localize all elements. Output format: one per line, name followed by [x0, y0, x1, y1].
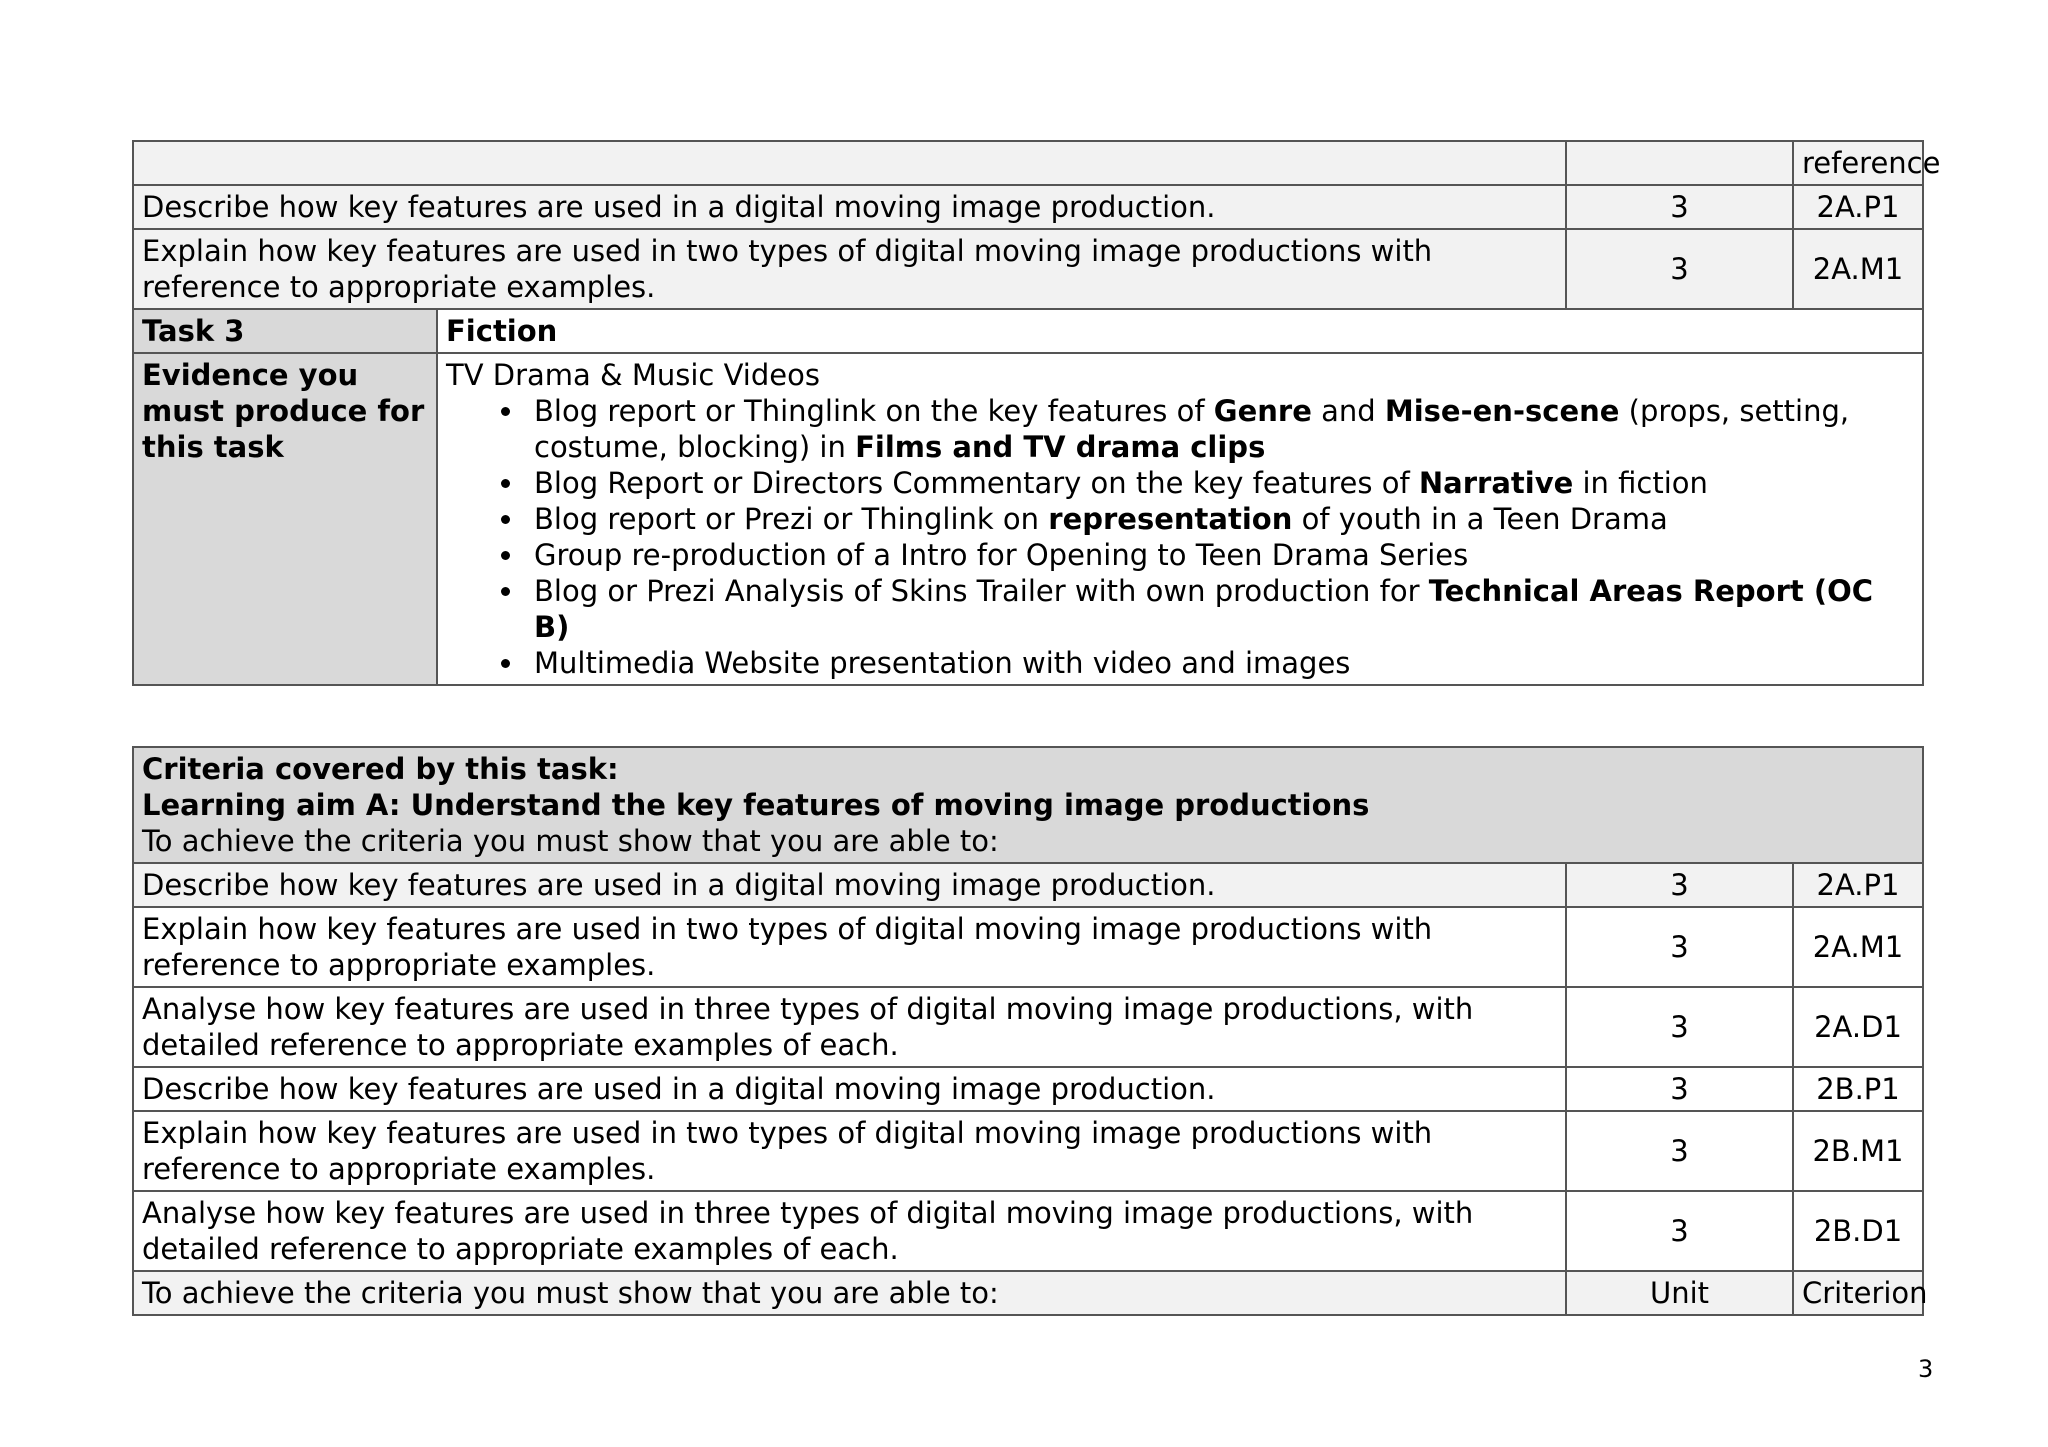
evidence-list-item	[526, 465, 1914, 501]
bold-text: Narrative	[1418, 466, 1574, 500]
criterion-cell: Analyse how key features are used in three types of digital moving image productions, with detailed reference to appropriate examples of each.	[133, 987, 1566, 1067]
table-row	[133, 1111, 1923, 1191]
criteria-table-top	[132, 140, 1941, 686]
reference-cell: 2A.M1	[1793, 229, 1923, 309]
reference-cell: 2A.P1	[1793, 863, 1923, 907]
evidence-label: Evidence you must produce for this task	[133, 353, 437, 685]
table-row	[133, 907, 1923, 987]
evidence-list-item	[526, 573, 1914, 645]
unit-cell: 3	[1566, 907, 1793, 987]
criteria-table-bottom	[132, 746, 1928, 1316]
evidence-list-item	[526, 645, 1914, 681]
criterion-cell: Explain how key features are used in two types of digital moving image productions with reference to appropriate examples.	[133, 229, 1566, 309]
criteria-heading	[133, 747, 1923, 863]
evidence-content	[437, 353, 1923, 685]
table-header-row	[133, 141, 1923, 185]
text: Blog or Prezi Analysis of Skins Trailer with own production for	[534, 574, 1429, 608]
reference-cell: 2B.M1	[1793, 1111, 1923, 1191]
criterion-cell: Explain how key features are used in two types of digital moving image productions with reference to appropriate examples.	[133, 907, 1566, 987]
table-row	[133, 229, 1923, 309]
evidence-list	[446, 393, 1914, 681]
unit-cell: 3	[1566, 1111, 1793, 1191]
reference-cell: 2A.M1	[1793, 907, 1923, 987]
unit-cell: 3	[1566, 987, 1793, 1067]
text: Blog report or Thinglink on the key features of	[534, 394, 1214, 428]
text: Blog Report or Directors Commentary on the key features of	[534, 466, 1419, 500]
footer-unit-cell: Unit	[1566, 1271, 1793, 1315]
criterion-cell: Describe how key features are used in a digital moving image production.	[133, 185, 1566, 229]
text: (props, setting, costume, blocking) in	[534, 394, 1850, 464]
evidence-list-item	[526, 537, 1914, 573]
table-footer-row	[133, 1271, 1923, 1315]
header-cell-unit	[1566, 141, 1793, 185]
text: in fiction	[1573, 466, 1708, 500]
reference-cell: 2A.P1	[1793, 185, 1923, 229]
table-row	[133, 185, 1923, 229]
reference-cell: 2B.P1	[1793, 1067, 1923, 1111]
bold-text: Films and TV drama clips	[855, 430, 1266, 464]
evidence-list-item	[526, 393, 1914, 465]
evidence-row	[133, 353, 1923, 685]
text: Blog report or Prezi or Thinglink on	[534, 502, 1049, 536]
header-cell-reference: reference	[1793, 141, 1923, 185]
table-row	[133, 1191, 1923, 1271]
reference-cell: 2A.D1	[1793, 987, 1923, 1067]
criteria-heading-row	[133, 747, 1923, 863]
criterion-cell: Analyse how key features are used in three types of digital moving image productions, with detailed reference to appropriate examples of each.	[133, 1191, 1566, 1271]
unit-cell: 3	[1566, 185, 1793, 229]
text: of youth in a Teen Drama	[1292, 502, 1668, 536]
unit-cell: 3	[1566, 229, 1793, 309]
table-row	[133, 1067, 1923, 1111]
criterion-cell: Explain how key features are used in two types of digital moving image productions with reference to appropriate examples.	[133, 1111, 1566, 1191]
bold-text: Technical Areas Report (OC B)	[534, 574, 1874, 644]
table-row	[133, 987, 1923, 1067]
page-number: 3	[1918, 1355, 1934, 1383]
evidence-intro: TV Drama & Music Videos	[446, 358, 820, 392]
unit-cell: 3	[1566, 1191, 1793, 1271]
criteria-instruction: To achieve the criteria you must show that you are able to:	[142, 824, 999, 858]
task-title: Fiction	[437, 309, 1923, 353]
text: and	[1311, 394, 1385, 428]
bold-text: Mise-en-scene	[1384, 394, 1620, 428]
task-label: Task 3	[133, 309, 437, 353]
reference-cell: 2B.D1	[1793, 1191, 1923, 1271]
text: Group re-production of a Intro for Opening to Teen Drama Series	[534, 538, 1469, 572]
unit-cell: 3	[1566, 863, 1793, 907]
task-row	[133, 309, 1923, 353]
evidence-list-item	[526, 501, 1914, 537]
bold-text: representation	[1048, 502, 1293, 536]
header-cell-criterion	[133, 141, 1566, 185]
learning-aim-heading: Learning aim A: Understand the key features of moving image productions	[142, 788, 1370, 822]
footer-criterion-cell: To achieve the criteria you must show that you are able to:	[133, 1271, 1566, 1315]
text: Multimedia Website presentation with video and images	[534, 646, 1351, 680]
criterion-cell: Describe how key features are used in a digital moving image production.	[133, 1067, 1566, 1111]
unit-cell: 3	[1566, 1067, 1793, 1111]
table-row	[133, 863, 1923, 907]
footer-criterion-label: Criterion	[1793, 1271, 1923, 1315]
criterion-cell: Describe how key features are used in a digital moving image production.	[133, 863, 1566, 907]
criteria-heading-title: Criteria covered by this task:	[142, 752, 619, 786]
bold-text: Genre	[1213, 394, 1312, 428]
